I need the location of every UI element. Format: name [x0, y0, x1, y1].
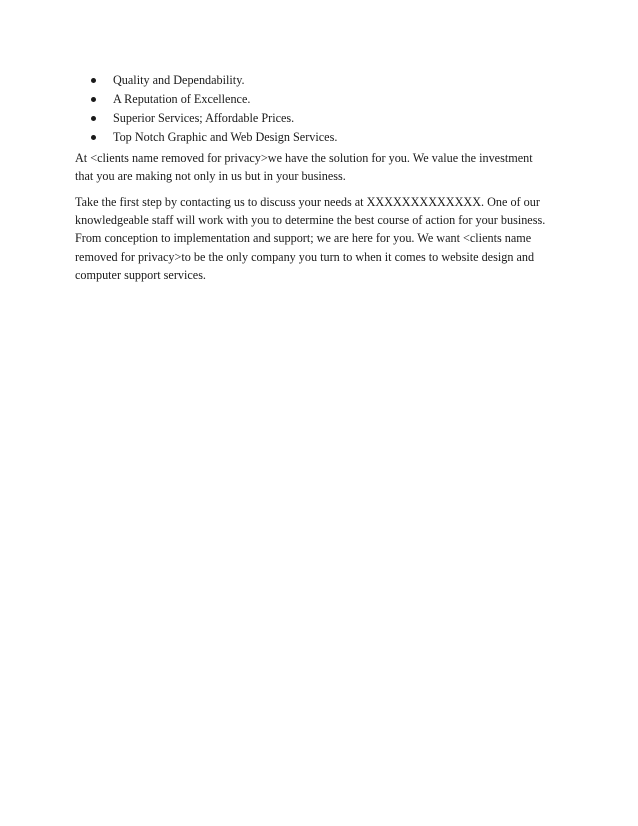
bullet-icon: [91, 78, 96, 83]
paragraph-line: removed for privacy>to be the only company you turn to when it comes to website design and: [75, 249, 535, 264]
list-item: [91, 71, 337, 90]
list-item: [91, 109, 337, 128]
bullet-list: [91, 71, 337, 147]
list-item: [91, 128, 337, 147]
paragraph-line: knowledgeable staff will work with you to determine the best course of action for your business.: [75, 213, 546, 228]
paragraph-contact: [75, 193, 565, 284]
list-item: [91, 90, 337, 109]
list-item-text: Top Notch Graphic and Web Design Services.: [113, 130, 338, 144]
list-item-text: A Reputation of Excellence.: [113, 92, 251, 106]
paragraph-line: From conception to implementation and support; we are here for you. We want <clients name: [75, 231, 532, 246]
paragraph-line: Take the first step by contacting us to discuss your needs at XXXXXXXXXXXXX. One of our: [75, 195, 540, 209]
list-item-text: Superior Services; Affordable Prices.: [113, 111, 295, 125]
list-item-text: Quality and Dependability.: [113, 73, 245, 87]
bullet-icon: [91, 97, 96, 102]
bullet-icon: [91, 116, 96, 121]
paragraph-intro: [75, 149, 565, 185]
paragraph-line: that you are making not only in us but in your business.: [75, 169, 346, 184]
paragraph-line: computer support services.: [75, 267, 206, 282]
bullet-icon: [91, 135, 96, 140]
paragraph-line: At <clients name removed for privacy>we have the solution for you. We value the investment: [75, 151, 533, 165]
